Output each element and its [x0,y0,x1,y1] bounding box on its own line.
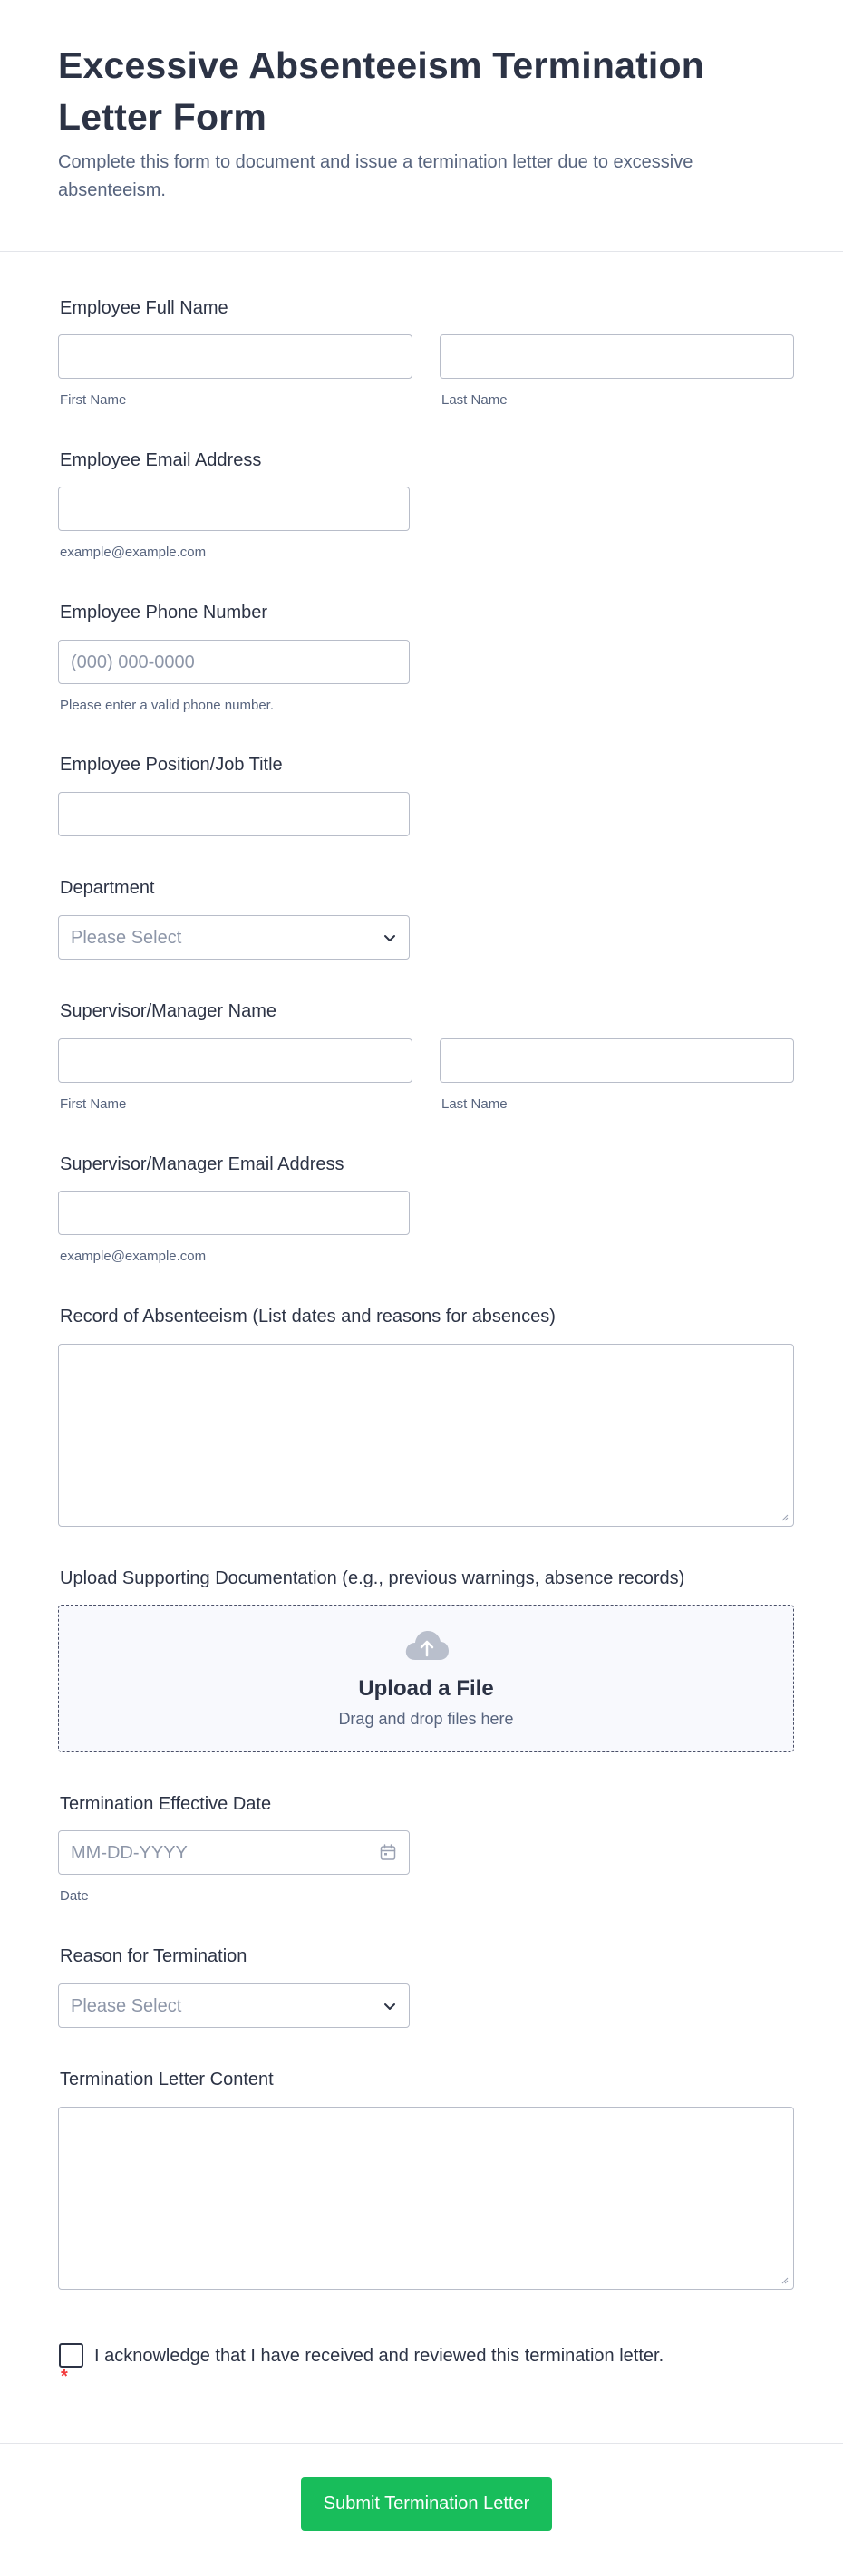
page-title: Excessive Absenteeism Termination Letter Form [58,44,705,138]
department-select[interactable] [58,915,410,960]
employee-phone-input[interactable] [58,640,410,684]
chevron-down-icon [382,930,398,946]
calendar-icon[interactable] [380,1844,396,1861]
file-upload-dropzone[interactable] [58,1605,794,1752]
form-header [0,0,843,252]
cloud-upload-icon [404,1629,450,1662]
employee-email-input[interactable] [58,487,410,531]
effective-date-sublabel: Date [60,1888,89,1904]
supervisor-email-label: Supervisor/Manager Email Address [60,1154,344,1174]
department-label: Department [60,878,155,898]
supervisor-email-input[interactable] [58,1191,410,1235]
footer-divider [0,2443,843,2444]
resize-handle-icon[interactable] [780,2275,789,2284]
position-input[interactable] [58,792,410,836]
page-description: Complete this form to document and issue a termination letter due to excessive absenteeism. [58,152,693,200]
position-label: Employee Position/Job Title [60,755,283,775]
effective-date-label: Termination Effective Date [60,1794,272,1814]
absenteeism-record-textarea[interactable] [58,1344,794,1527]
employee-first-name-sublabel: First Name [60,392,127,408]
employee-last-name-input[interactable] [440,334,794,379]
acknowledge-checkbox[interactable] [59,2343,83,2368]
reason-select[interactable] [58,1983,410,2028]
employee-name-label: Employee Full Name [60,298,228,318]
effective-date-placeholder: MM-DD-YYYY [71,1843,188,1863]
supervisor-email-sublabel: example@example.com [60,1249,207,1264]
employee-last-name-sublabel: Last Name [441,392,508,408]
supervisor-last-name-input[interactable] [440,1038,794,1083]
employee-email-label: Employee Email Address [60,450,262,470]
letter-content-label: Termination Letter Content [60,2069,274,2089]
employee-phone-label: Employee Phone Number [60,603,268,622]
employee-phone-sublabel: Please enter a valid phone number. [60,698,274,713]
reason-label: Reason for Termination [60,1946,247,1966]
employee-first-name-input[interactable] [58,334,412,379]
upload-label: Upload Supporting Documentation (e.g., previous warnings, absence records) [60,1568,685,1588]
supervisor-first-name-sublabel: First Name [60,1096,127,1112]
absenteeism-record-label: Record of Absenteeism (List dates and reasons for absences) [60,1307,556,1327]
chevron-down-icon [382,1998,398,2014]
upload-title: Upload a File [358,1676,494,1701]
upload-subtitle: Drag and drop files here [338,1710,514,1728]
employee-phone-placeholder: (000) 000-0000 [71,652,195,672]
effective-date-input[interactable] [58,1830,410,1875]
employee-email-sublabel: example@example.com [60,545,207,560]
letter-content-textarea[interactable] [58,2107,794,2290]
supervisor-last-name-sublabel: Last Name [441,1096,508,1112]
required-marker: * [61,2367,68,2387]
department-placeholder: Please Select [71,928,182,948]
resize-handle-icon[interactable] [780,1512,789,1521]
reason-placeholder: Please Select [71,1996,182,2016]
submit-button[interactable]: Submit Termination Letter [301,2477,552,2531]
supervisor-first-name-input[interactable] [58,1038,412,1083]
supervisor-name-label: Supervisor/Manager Name [60,1001,276,1021]
acknowledge-label[interactable]: I acknowledge that I have received and reviewed this termination letter. [94,2346,664,2366]
